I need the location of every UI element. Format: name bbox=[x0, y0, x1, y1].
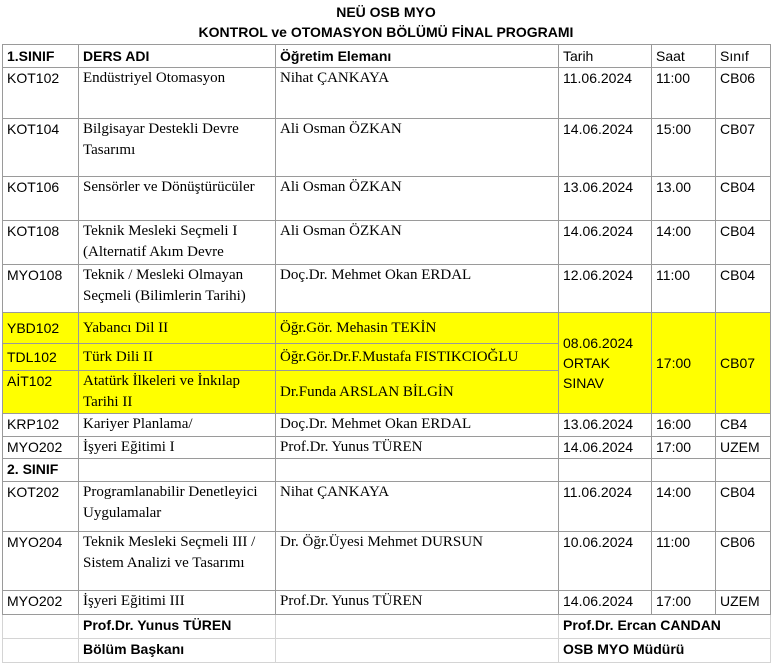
exam-date: 11.06.2024 bbox=[559, 68, 652, 119]
exam-time: 11:00 bbox=[652, 532, 716, 591]
exam-date: 14.06.2024 bbox=[559, 221, 652, 265]
exam-date: 13.06.2024 bbox=[559, 414, 652, 437]
instructor: Nihat ÇANKAYA bbox=[276, 482, 559, 532]
section-row bbox=[3, 459, 771, 482]
course-name: Atatürk İlkeleri ve İnkılap Tarihi II bbox=[79, 371, 276, 414]
common-exam-note: ORTAK bbox=[563, 355, 610, 371]
course-name: Yabancı Dil II bbox=[79, 313, 276, 344]
col-header-ders: DERS ADI bbox=[79, 45, 276, 68]
exam-date: 10.06.2024 bbox=[559, 532, 652, 591]
exam-room: CB04 bbox=[716, 482, 771, 532]
col-header-tarih: Tarih bbox=[559, 45, 652, 68]
exam-time: 14:00 bbox=[652, 482, 716, 532]
course-name: Türk Dili II bbox=[79, 344, 276, 371]
common-exam-note: SINAV bbox=[563, 375, 604, 391]
col-header-sinif-group: 1.SINIF bbox=[3, 45, 79, 68]
director-name: Prof.Dr. Ercan CANDAN bbox=[559, 615, 771, 639]
table-row-common bbox=[3, 313, 771, 344]
common-exam-room: CB07 bbox=[716, 313, 771, 414]
signature-row bbox=[3, 615, 771, 639]
exam-time: 11:00 bbox=[652, 68, 716, 119]
course-code: KOT102 bbox=[3, 68, 79, 119]
exam-room: UZEM bbox=[716, 437, 771, 459]
exam-time: 14:00 bbox=[652, 221, 716, 265]
table-row bbox=[3, 177, 771, 221]
course-name: Programlanabilir Denetleyici Uygulamalar bbox=[79, 482, 276, 532]
table-row bbox=[3, 591, 771, 615]
col-header-sinif: Sınıf bbox=[716, 45, 771, 68]
instructor: Doç.Dr. Mehmet Okan ERDAL bbox=[276, 414, 559, 437]
exam-room: UZEM bbox=[716, 591, 771, 615]
exam-time: 11:00 bbox=[652, 265, 716, 313]
exam-time: 17:00 bbox=[652, 437, 716, 459]
course-code: YBD102 bbox=[3, 313, 79, 344]
common-exam-time: 17:00 bbox=[652, 313, 716, 414]
exam-room: CB04 bbox=[716, 177, 771, 221]
instructor: Ali Osman ÖZKAN bbox=[276, 177, 559, 221]
exam-date: 12.06.2024 bbox=[559, 265, 652, 313]
course-code: MYO202 bbox=[3, 437, 79, 459]
instructor: Öğr.Gör.Dr.F.Mustafa FISTIKCIOĞLU bbox=[276, 344, 559, 371]
instructor: Nihat ÇANKAYA bbox=[276, 68, 559, 119]
table-row bbox=[3, 414, 771, 437]
course-name: İşyeri Eğitimi I bbox=[79, 437, 276, 459]
course-name: Bilgisayar Destekli Devre Tasarımı bbox=[79, 119, 276, 177]
page-title-program: KONTROL ve OTOMASYON BÖLÜMÜ FİNAL PROGRAMI bbox=[198, 24, 574, 40]
instructor: Dr. Öğr.Üyesi Mehmet DURSUN bbox=[276, 532, 559, 591]
course-code: AİT102 bbox=[3, 371, 79, 414]
course-name: Sensörler ve Dönüştürücüler bbox=[79, 177, 276, 221]
exam-room: CB06 bbox=[716, 68, 771, 119]
section-title: 2. SINIF bbox=[3, 459, 79, 482]
course-code: KOT202 bbox=[3, 482, 79, 532]
course-name: Kariyer Planlama/ bbox=[79, 414, 276, 437]
page-title-institution: NEÜ OSB MYO bbox=[336, 4, 436, 20]
instructor: Prof.Dr. Yunus TÜREN bbox=[276, 437, 559, 459]
table-row bbox=[3, 532, 771, 591]
department-head-name: Prof.Dr. Yunus TÜREN bbox=[79, 615, 276, 639]
director-title: OSB MYO Müdürü bbox=[559, 639, 771, 663]
exam-date: 14.06.2024 bbox=[559, 591, 652, 615]
exam-schedule-table bbox=[2, 44, 771, 663]
exam-time: 13.00 bbox=[652, 177, 716, 221]
exam-room: CB04 bbox=[716, 265, 771, 313]
course-code: KOT106 bbox=[3, 177, 79, 221]
exam-date: 14.06.2024 bbox=[559, 437, 652, 459]
instructor: Ali Osman ÖZKAN bbox=[276, 119, 559, 177]
course-code: KRP102 bbox=[3, 414, 79, 437]
signature-title-row bbox=[3, 639, 771, 663]
course-code: MYO202 bbox=[3, 591, 79, 615]
instructor: Dr.Funda ARSLAN BİLGİN bbox=[276, 371, 559, 414]
table-row bbox=[3, 119, 771, 177]
instructor: Doç.Dr. Mehmet Okan ERDAL bbox=[276, 265, 559, 313]
instructor: Ali Osman ÖZKAN bbox=[276, 221, 559, 265]
exam-room: CB07 bbox=[716, 119, 771, 177]
instructor: Öğr.Gör. Mehasin TEKİN bbox=[276, 313, 559, 344]
course-name: Teknik Mesleki Seçmeli I (Alternatif Akım Devre bbox=[79, 221, 276, 265]
course-name: Endüstriyel Otomasyon bbox=[79, 68, 276, 119]
course-name: Teknik Mesleki Seçmeli III / Sistem Analizi ve Tasarımı bbox=[79, 532, 276, 591]
course-name: Teknik / Mesleki Olmayan Seçmeli (Bilimlerin Tarihi) bbox=[79, 265, 276, 313]
exam-date: 14.06.2024 bbox=[559, 119, 652, 177]
department-head-title: Bölüm Başkanı bbox=[79, 639, 276, 663]
table-row bbox=[3, 68, 771, 119]
col-header-ogretim: Öğretim Elemanı bbox=[276, 45, 559, 68]
table-row bbox=[3, 221, 771, 265]
course-code: MYO204 bbox=[3, 532, 79, 591]
instructor: Prof.Dr. Yunus TÜREN bbox=[276, 591, 559, 615]
table-row bbox=[3, 265, 771, 313]
header-row bbox=[3, 45, 771, 68]
exam-date: 13.06.2024 bbox=[559, 177, 652, 221]
exam-time: 15:00 bbox=[652, 119, 716, 177]
course-code: MYO108 bbox=[3, 265, 79, 313]
exam-time: 17:00 bbox=[652, 591, 716, 615]
table-row bbox=[3, 482, 771, 532]
exam-room: CB06 bbox=[716, 532, 771, 591]
exam-date: 11.06.2024 bbox=[559, 482, 652, 532]
exam-room: CB04 bbox=[716, 221, 771, 265]
exam-time: 16:00 bbox=[652, 414, 716, 437]
course-code: TDL102 bbox=[3, 344, 79, 371]
table-row bbox=[3, 437, 771, 459]
common-exam-date: 08.06.2024 bbox=[563, 335, 634, 351]
course-name: İşyeri Eğitimi III bbox=[79, 591, 276, 615]
course-code: KOT104 bbox=[3, 119, 79, 177]
common-exam-date-cell bbox=[559, 313, 652, 414]
exam-room: CB4 bbox=[716, 414, 771, 437]
course-code: KOT108 bbox=[3, 221, 79, 265]
col-header-saat: Saat bbox=[652, 45, 716, 68]
